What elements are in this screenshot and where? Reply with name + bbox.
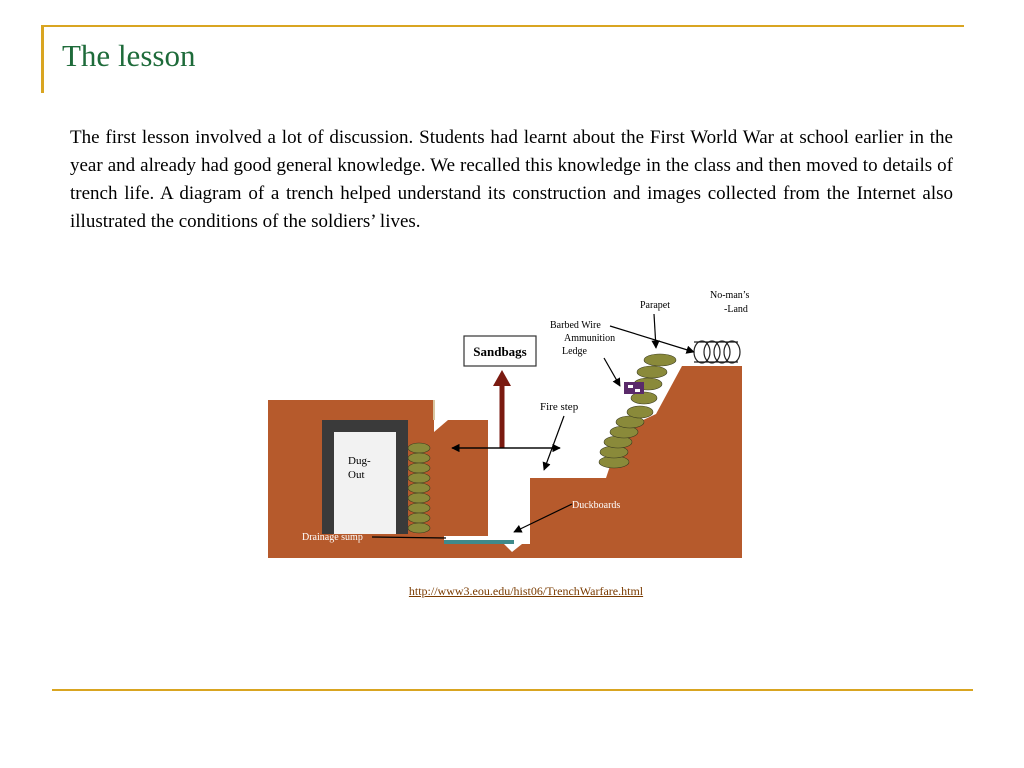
top-rule [41,25,964,27]
source-link[interactable]: http://www3.eou.edu/hist06/TrenchWarfare.html [408,584,644,598]
label-dugout-1: Dug- [348,455,371,467]
lesson-paragraph: The first lesson involved a lot of discussion. Students had learnt about the First World War at school earlier in the year and already had good general knowledge. We recalled this knowledge in the class and then moved to details of trench life. A diagram of a trench helped understand its construction and images collected from the Internet also illustrated the conditions of the soldiers’ lives. [70,127,953,232]
trench-diagram [268,282,774,562]
dugout-interior [334,432,396,534]
ammunition-box [624,382,644,394]
barbed-wire [694,341,740,363]
label-fire-step: Fire step [540,401,579,413]
label-dugout-2: Out [348,469,365,481]
title-accent-bar [41,25,44,93]
label-ammunition: Ammunition [564,333,616,344]
label-duckboards: Duckboards [572,500,621,511]
left-sandbag-wall [408,443,430,533]
slide-title: The lesson [62,38,196,73]
label-no-mans-land-2: -Land [724,304,748,315]
label-no-mans-land-1: No-man’s [710,290,750,301]
label-drainage-sump: Drainage sump [302,532,363,543]
duckboard [444,536,514,540]
label-parapet: Parapet [640,300,670,311]
label-barbed-wire: Barbed Wire [550,320,601,331]
bottom-rule [52,689,973,691]
label-ledge: Ledge [562,346,587,357]
label-sandbags: Sandbags [473,344,527,359]
drainage-water [444,540,514,544]
